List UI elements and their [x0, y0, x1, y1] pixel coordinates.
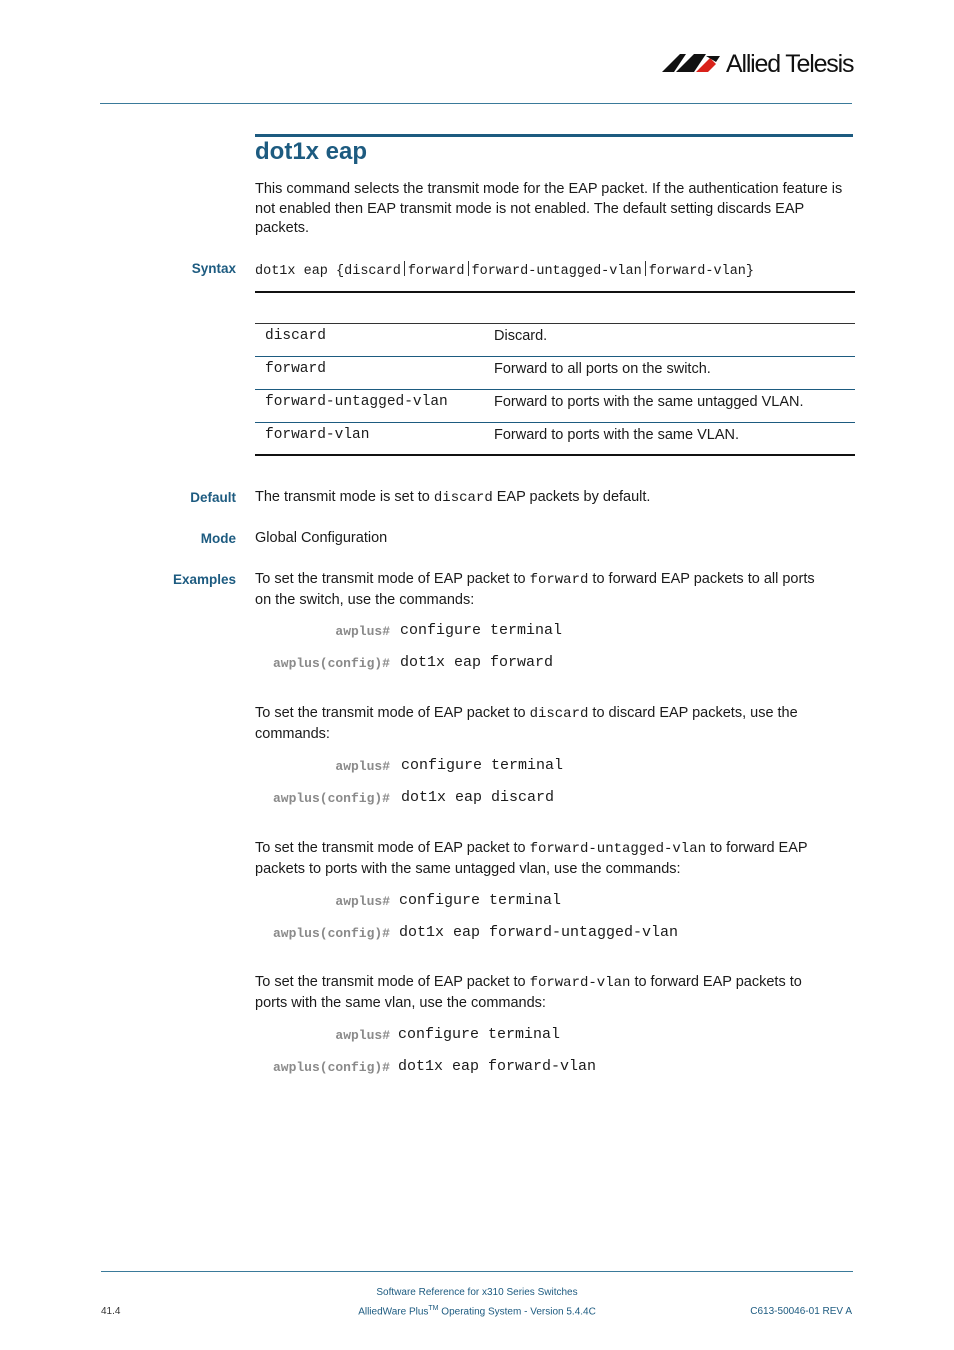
- example-code: forward: [529, 572, 589, 588]
- table-bottom-rule: [255, 454, 855, 456]
- example-text: To set the transmit mode of EAP packet to: [255, 840, 526, 856]
- page-title: dot1x eap: [255, 138, 368, 165]
- example-text: To set the transmit mode of EAP packet to: [255, 974, 526, 990]
- table-top-rule: [255, 323, 855, 324]
- example-prompt: [255, 1058, 390, 1076]
- default-code: discard: [433, 490, 493, 506]
- example-text: to discard EAP packets, use the: [592, 705, 798, 721]
- example-text: commands:: [255, 725, 330, 742]
- example-code: forward-vlan: [529, 975, 631, 991]
- title-rule: [255, 134, 853, 137]
- param-desc: Forward to ports with the same VLAN.: [494, 427, 739, 443]
- table-row-divider: [255, 422, 855, 423]
- example-command: configure terminal: [401, 757, 564, 774]
- example-prompt: [255, 789, 390, 807]
- example-command: dot1x eap forward-untagged-vlan: [399, 924, 679, 941]
- table-row-divider: [255, 356, 855, 357]
- syntax-opt-forward-vlan: forward-vlan}: [648, 264, 755, 279]
- example-code: forward-untagged-vlan: [529, 841, 707, 857]
- example-text: to forward EAP packets to all ports: [592, 571, 815, 587]
- example-text: packets to ports with the same untagged vlan, use the commands:: [255, 860, 681, 877]
- param-name: forward-untagged-vlan: [265, 394, 448, 410]
- document-id: C613-50046-01 REV A: [750, 1306, 852, 1317]
- prompt-text: awplus(config)#: [272, 791, 390, 806]
- example-command: configure terminal: [400, 622, 563, 639]
- header-rule: [100, 103, 852, 104]
- example-description: [255, 839, 855, 879]
- prompt-text: awplus#: [335, 1028, 390, 1043]
- example-command: configure terminal: [398, 1026, 561, 1043]
- default-text: [255, 488, 650, 509]
- example-description: [255, 570, 855, 610]
- example-command: configure terminal: [399, 892, 562, 909]
- syntax-separator: [404, 261, 405, 276]
- syntax-separator: [645, 261, 646, 276]
- default-post: EAP packets by default.: [496, 489, 651, 505]
- example-text: ports with the same vlan, use the commands:: [255, 994, 546, 1011]
- example-text: To set the transmit mode of EAP packet to: [255, 705, 526, 721]
- example-text: to forward EAP packets to: [634, 974, 802, 990]
- example-text: To set the transmit mode of EAP packet to: [255, 571, 526, 587]
- syntax-opt-forward-untagged-vlan: forward-untagged-vlan: [471, 264, 642, 279]
- example-command: dot1x eap forward-vlan: [398, 1058, 597, 1075]
- table-row-divider: [255, 389, 855, 390]
- example-prompt: [255, 1026, 390, 1044]
- param-name: forward: [265, 361, 326, 377]
- syntax-prefix: dot1x eap {discard: [255, 264, 401, 279]
- prompt-text: awplus#: [335, 759, 390, 774]
- footer-title: Software Reference for x310 Series Switches: [376, 1287, 578, 1298]
- syntax-opt-forward: forward: [407, 264, 465, 279]
- allied-telesis-logo: [660, 48, 856, 80]
- example-command: dot1x eap discard: [401, 789, 555, 806]
- intro-paragraph: This command selects the transmit mode for the EAP packet. If the authentication feature is not enabled then EAP transmit mode is not enabled. The default setting discards EAP packets.: [255, 181, 843, 236]
- example-prompt: [255, 924, 390, 942]
- syntax-line: [255, 261, 754, 279]
- param-name: discard: [265, 328, 326, 344]
- example-prompt: [255, 892, 390, 910]
- footer-trademark: TM: [428, 1305, 439, 1312]
- prompt-text: awplus#: [335, 894, 390, 909]
- example-prompt: [255, 622, 390, 640]
- examples-label: Examples: [172, 572, 236, 587]
- example-code: discard: [529, 706, 589, 722]
- default-label: Default: [190, 490, 236, 505]
- example-prompt: [255, 757, 390, 775]
- param-name: forward-vlan: [265, 427, 370, 443]
- mode-label: Mode: [200, 531, 236, 546]
- footer-product: AlliedWare Plus: [358, 1306, 429, 1318]
- prompt-text: awplus(config)#: [272, 656, 390, 671]
- default-pre: The transmit mode is set to: [255, 489, 430, 505]
- example-prompt: [255, 654, 390, 672]
- prompt-text: awplus#: [335, 624, 390, 639]
- syntax-separator: [468, 261, 469, 276]
- prompt-text: awplus(config)#: [272, 926, 390, 941]
- footer-rule: [101, 1271, 853, 1272]
- prompt-text: awplus(config)#: [272, 1060, 390, 1075]
- example-command: dot1x eap forward: [400, 654, 554, 671]
- page-number: 41.4: [101, 1306, 121, 1317]
- logo-text: Allied Telesis: [726, 50, 854, 78]
- syntax-label: Syntax: [191, 261, 236, 276]
- example-description: [255, 704, 855, 744]
- param-desc: Forward to all ports on the switch.: [494, 361, 711, 377]
- example-description: [255, 973, 855, 1013]
- param-desc: Forward to ports with the same untagged VLAN.: [494, 394, 804, 410]
- mode-text: Global Configuration: [255, 530, 388, 546]
- footer-version-text: Operating System - Version 5.4.4C: [438, 1306, 596, 1318]
- syntax-rule: [255, 291, 855, 293]
- example-text: on the switch, use the commands:: [255, 591, 475, 608]
- logo-mark-icon: [660, 48, 724, 78]
- param-desc: Discard.: [494, 328, 548, 344]
- example-text: to forward EAP: [710, 840, 808, 856]
